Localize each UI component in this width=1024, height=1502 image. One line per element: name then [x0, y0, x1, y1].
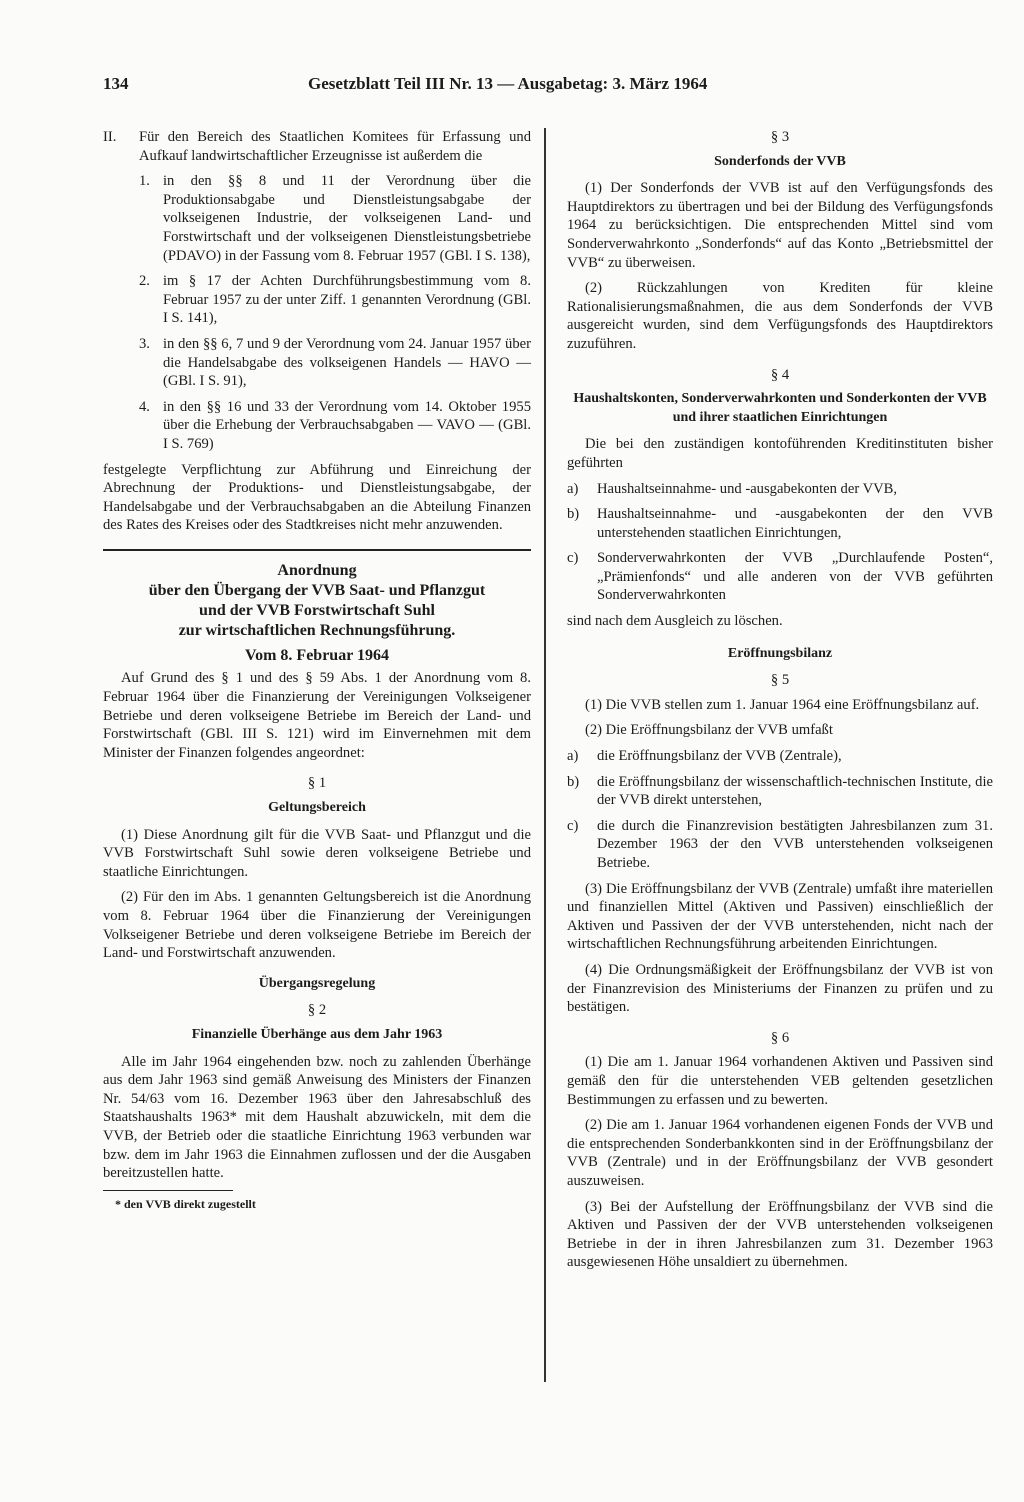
- list-item-letter: a): [567, 748, 579, 765]
- order-title-line: und der VVB Forstwirtschaft Suhl: [199, 601, 435, 619]
- list-item-text: Haushaltseinnahme- und -ausgabekonten der den VVB unterstehenden staatlichen Einrichtungen,: [597, 506, 993, 541]
- list-item: [139, 172, 531, 265]
- list-item-letter: b): [567, 773, 580, 790]
- paragraph: (2) Für den im Abs. 1 genannten Geltungsbereich ist die Anordnung vom 8. Februar 1964 über die Finanzierung der Vereinigungen Volkseigener Betriebe und deren volkseigene Betriebe im Bereich der Land- und Forstwirtschaft anzuwenden.: [103, 889, 531, 962]
- list-item: [139, 335, 531, 391]
- list-item-text: in den §§ 8 und 11 der Verordnung über die Produktionsabgabe und Dienstleistungsabgabe der volkseigenen Industrie, der volkseigenen Land- und Forstwirtschaft und der volkseigenen Dienstleistungsbetriebe (PDAVO) in der Fassung vom 8. Februar 1957 (GBl. I S. 138),: [163, 173, 531, 264]
- paragraph: (4) Die Ordnungsmäßigkeit der Eröffnungsbilanz der VVB ist von der Finanzrevision des Ministeriums der Finanzen zu prüfen und zu bestätigen.: [567, 961, 993, 1016]
- list-item-number: 3.: [139, 335, 150, 352]
- list-item-letter: c): [567, 550, 579, 567]
- section-number: § 3: [770, 129, 790, 145]
- list-item-text: die Eröffnungsbilanz der VVB (Zentrale),: [597, 748, 842, 765]
- list-item: [567, 505, 993, 542]
- paragraph: Alle im Jahr 1964 eingehenden bzw. noch zu zahlenden Überhänge aus dem Jahr 1963 sind gemäß Anweisung des Ministers der Finanzen Nr. 54/63 vom 16. Dezember 1963 über den Jahresabschluß des Staatshaushalts 1963* mit dem Haushalt abzuwickeln, mit dem die VVB, der Betrieb oder die staatliche Einrichtung 1963 verbunden war bzw. dem im Jahr 1963 die Einnahmen zuflossen und der die Ausgaben bereitzustellen hatte.: [103, 1053, 531, 1182]
- closing-paragraph: festgelegte Verpflichtung zur Abführung und Einreichung der Abrechnung der Produktions- und Dienstleistungsabgabe, der Handelsabgabe und der Verbrauchsabgaben an die Abteilung Finanzen des Rates des Kreises oder des Stadtkreises nicht mehr anzuwenden.: [103, 461, 531, 534]
- footnote-rule: [103, 1190, 233, 1191]
- section-heading: Eröffnungsbilanz: [727, 645, 833, 661]
- list-item-text: die Eröffnungsbilanz der wissenschaftlich-technischen Institute, die der VVB direkt unterstehen,: [597, 773, 993, 809]
- section-heading: Haushaltskonten, Sonderverwahrkonten und Sonderkonten der VVB und ihrer staatlichen Einrichtungen: [573, 391, 987, 425]
- page-number: 134: [103, 74, 129, 93]
- paragraph: (2) Die Eröffnungsbilanz der VVB umfaßt: [585, 722, 833, 739]
- list-item-number: 4.: [139, 398, 150, 415]
- order-title-line: zur wirtschaftlichen Rechnungsführung.: [178, 621, 456, 639]
- list-item: [139, 272, 531, 328]
- right-column: [567, 128, 993, 1279]
- section-ii-text: Für den Bereich des Staatlichen Komitees für Erfassung und Aufkauf landwirtschaftlicher Erzeugnisse ist außerdem die: [139, 129, 531, 164]
- list-item-text: in den §§ 6, 7 und 9 der Verordnung vom 24. Januar 1957 über die Handelsabgabe des volkseigenen Handels — HAVO — (GBl. I S. 91),: [163, 335, 531, 390]
- section-number: § 6: [770, 1029, 790, 1046]
- section-number: § 2: [307, 1002, 327, 1019]
- balance-list: [567, 747, 993, 873]
- section-heading: Sonderfonds der VVB: [714, 153, 846, 169]
- section-ii-label: II.: [103, 129, 117, 145]
- order-date: Vom 8. Februar 1964: [245, 646, 389, 664]
- paragraph: Die bei den zuständigen kontoführenden Kreditinstituten bisher geführten: [567, 436, 993, 471]
- order-title-line: über den Übergang der VVB Saat- und Pflanzgut: [148, 581, 486, 599]
- list-item-text: in den §§ 16 und 33 der Verordnung vom 14. Oktober 1955 über die Erhebung der Verbrauchsabgaben — VAVO — (GBl. I S. 769): [163, 398, 531, 452]
- list-item-letter: c): [567, 817, 579, 834]
- paragraph: (3) Die Eröffnungsbilanz der VVB (Zentrale) umfaßt ihre materiellen und finanziellen Mittel (Aktiven und Passiven) einschließlich der Aktiven und Passiven der der VVB unterstehenden, nicht nach der wirtschaftlichen Rechnungsführung arbeitenden Einrichtungen.: [567, 880, 993, 953]
- list-item: [139, 398, 531, 454]
- column-divider: [544, 128, 546, 1382]
- page-header: [103, 74, 993, 98]
- paragraph: (1) Die am 1. Januar 1964 vorhandenen Aktiven und Passiven sind gemäß den für die unterstehenden VEB geltenden gesetzlichen Bestimmungen zu erfassen und zu bewerten.: [567, 1054, 993, 1108]
- footnote: * den VVB direkt zugestellt: [115, 1196, 256, 1211]
- paragraph: (3) Bei der Aufstellung der Eröffnungsbilanz der VVB sind die Aktiven und Passiven der der VVB unterstehenden volkseigenen Betriebe in der in ihren Jahresbilanzen zum 31. Dezember 1963 ausgewiesenen Höhe unsaldiert zu übernehmen.: [567, 1198, 993, 1271]
- section-ii: [103, 128, 531, 165]
- section-heading: Übergangsregelung: [258, 975, 376, 991]
- list-item-text: im § 17 der Achten Durchführungsbestimmung vom 8. Februar 1957 zu der unter Ziff. 1 genannten Verordnung (GBl. I S. 141),: [163, 273, 531, 327]
- left-column: [103, 128, 531, 1213]
- list-item-number: 2.: [139, 273, 150, 290]
- section-heading: Geltungsbereich: [268, 800, 366, 816]
- regulation-list: [103, 172, 531, 453]
- running-title: Gesetzblatt Teil III Nr. 13 — Ausgabetag: 3. März 1964: [308, 74, 708, 93]
- section-number: § 1: [307, 775, 327, 792]
- list-item: [567, 817, 993, 873]
- order-title: [103, 561, 531, 641]
- list-item-letter: a): [567, 480, 579, 497]
- list-item-text: Sonderverwahrkonten der VVB „Durchlaufende Posten“, „Prämienfonds“ und alle anderen von der VVB geführten Sonderverwahrkonten: [597, 550, 993, 604]
- list-item: [567, 549, 993, 605]
- section-number: § 4: [770, 366, 790, 383]
- order-title-line: Anordnung: [277, 561, 357, 579]
- list-item-text: die durch die Finanzrevision bestätigten Jahresbilanzen zum 31. Dezember 1963 der den VVB unterstehenden volkseigenen Betriebe.: [597, 817, 993, 871]
- paragraph: (1) Die VVB stellen zum 1. Januar 1964 eine Eröffnungsbilanz auf.: [585, 696, 980, 713]
- account-list: [567, 480, 993, 606]
- list-item-text: Haushaltseinnahme- und -ausgabekonten der VVB,: [597, 480, 898, 497]
- list-item: [567, 480, 993, 499]
- section-divider: [103, 549, 531, 551]
- section-number: § 5: [770, 672, 790, 689]
- paragraph: (2) Rückzahlungen von Krediten für kleine Rationalisierungsmaßnahmen, die aus dem Sonderfonds der VVB ausgereicht wurden, sind dem Verfügungsfonds des Hauptdirektors zuzuführen.: [567, 280, 993, 352]
- list-item-letter: b): [567, 506, 580, 523]
- list-item: [567, 747, 993, 766]
- list-item-number: 1.: [139, 173, 150, 190]
- list-item: [567, 773, 993, 810]
- paragraph: (1) Der Sonderfonds der VVB ist auf den Verfügungsfonds des Hauptdirektors zu übertragen und bei der Bildung des Verfügungsfonds 1964 zu berücksichtigen. Die entsprechenden Mittel sind vom Sonderverwahrkonto „Sonderfonds“ auf das Konto „Betriebsmittel der VVB“ zu überweisen.: [567, 180, 993, 271]
- preamble: Auf Grund des § 1 und des § 59 Abs. 1 der Anordnung vom 8. Februar 1964 über die Finanzierung der Vereinigungen Volkseigener Betriebe und deren volkseigene Betriebe im Bereich der Land- und Forstwirtschaft (GBl. III S. 121) wird im Einvernehmen mit dem Minister der Finanzen folgendes angeordnet:: [103, 670, 531, 761]
- paragraph: sind nach dem Ausgleich zu löschen.: [567, 613, 783, 630]
- section-heading: Finanzielle Überhänge aus dem Jahr 1963: [191, 1026, 443, 1042]
- paragraph: (1) Diese Anordnung gilt für die VVB Saat- und Pflanzgut und die VVB Forstwirtschaft Suhl sowie deren volkseigene Betriebe und staatliche Einrichtungen.: [103, 826, 531, 880]
- paragraph: (2) Die am 1. Januar 1964 vorhandenen eigenen Fonds der VVB und die entsprechenden Sonderbankkonten sind in der Eröffnungsbilanz der VVB (Zentrale) und in der Eröffnungsbilanz der VVB gesondert auszuweisen.: [567, 1117, 993, 1189]
